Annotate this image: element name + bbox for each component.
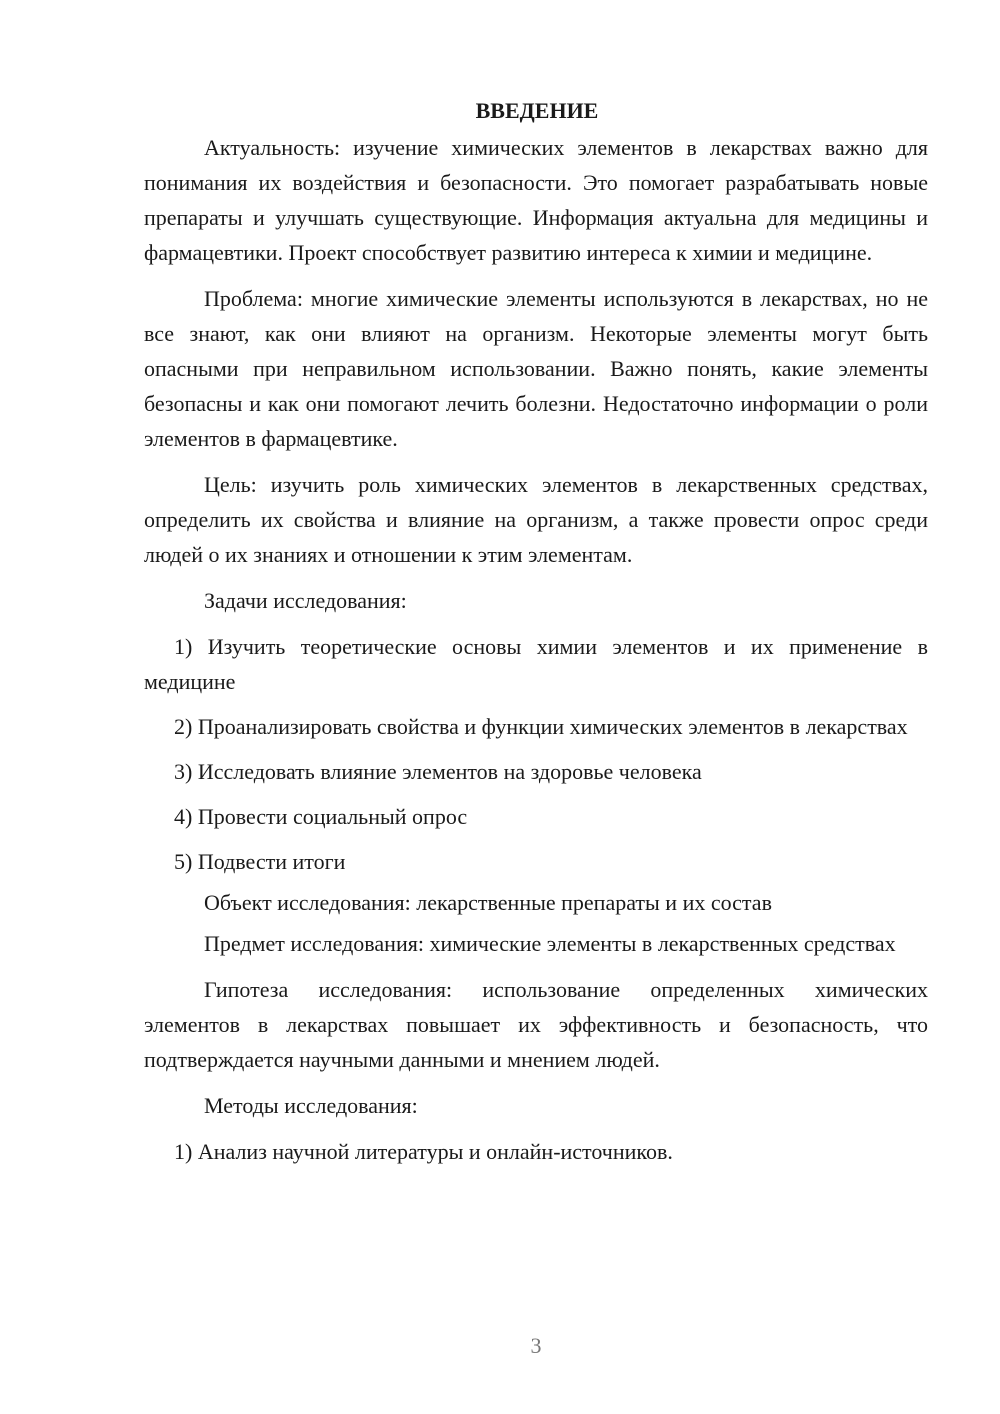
methods-heading: Методы исследования: [204,1093,418,1118]
problem-paragraph: Проблема: многие химические элементы используются в лекарствах, но не все знают, как они влияют на организм. Некоторые элементы могут быть опасными при неправильном использовании. Важно понять, какие элементы безопасны и как они помогают лечить болезни. Недостаточно информации о роли элементов в фармацевтике. [144,286,928,451]
task-item-1: 1) Изучить теоретические основы химии элементов и их применение в медицине [144,634,928,694]
section-title: ВВЕДЕНИЕ [475,98,599,123]
task-item-2: 2) Проанализировать свойства и функции химических элементов в лекарствах [174,714,908,739]
subject-paragraph: Предмет исследования: химические элементы в лекарственных средствах [204,931,896,956]
page-body [144,96,928,1179]
goal-paragraph: Цель: изучить роль химических элементов в лекарственных средствах, определить их свойства и влияние на организм, а также провести опрос среди людей о их знаниях и отношении к этим элементам. [144,472,928,567]
task-item-5: 5) Подвести итоги [174,849,346,874]
object-paragraph: Объект исследования: лекарственные препараты и их состав [204,890,772,915]
hypothesis-paragraph: Гипотеза исследования: использование определенных химических элементов в лекарствах повышает их эффективность и безопасность, что подтверждается научными данными и мнением людей. [144,977,928,1072]
relevance-paragraph: Актуальность: изучение химических элементов в лекарствах важно для понимания их воздействия и безопасности. Это помогает разрабатывать новые препараты и улучшать существующие. Информация актуальна для медицины и фармацевтики. Проект способствует развитию интереса к химии и медицине. [144,135,928,265]
page-number: 3 [530,1333,542,1358]
method-item-1: 1) Анализ научной литературы и онлайн-источников. [174,1139,673,1164]
task-item-4: 4) Провести социальный опрос [174,804,468,829]
tasks-heading: Задачи исследования: [204,588,407,613]
task-item-3: 3) Исследовать влияние элементов на здоровье человека [174,759,702,784]
